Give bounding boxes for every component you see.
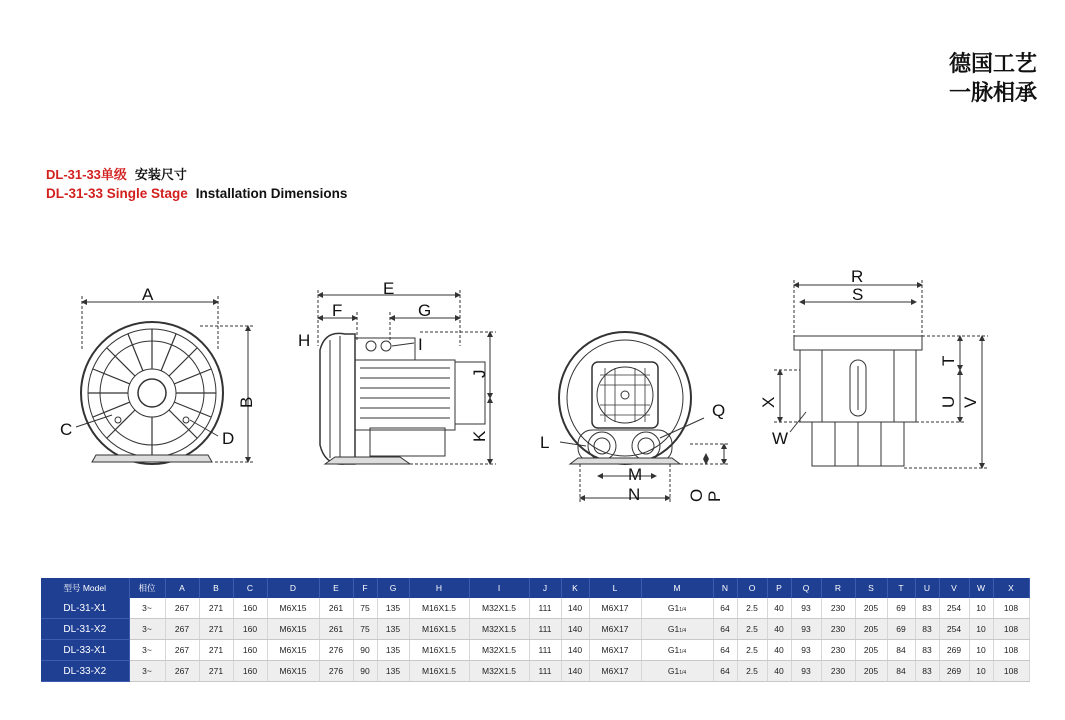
cell-value: 93 [801,666,811,676]
table-cell [267,661,319,682]
model-cell [41,619,129,640]
column-header: S [855,578,887,598]
heading-english [46,186,347,201]
table-cell [641,598,713,619]
table-cell [165,598,199,619]
cell-value: 160 [242,603,258,613]
table-cell [767,619,791,640]
table-cell [969,619,993,640]
cell-value: 267 [174,624,190,634]
table-cell [969,598,993,619]
table-cell [377,661,409,682]
slogan-line-1: 德国工艺 [948,52,1037,77]
table-cell [409,619,469,640]
table-cell [767,640,791,661]
column-header: 相位 [129,578,165,598]
column-header: N [713,578,737,598]
table-cell [267,640,319,661]
model-cell [41,598,129,619]
cell-value: 75 [360,603,370,613]
cell-value: 160 [242,645,258,655]
column-header: O [737,578,767,598]
column-header: 型号 Model [41,578,129,598]
dimension-table [41,578,1030,682]
table-cell [561,640,589,661]
table-cell [791,619,821,640]
label-l: L [540,433,550,452]
table-cell [319,661,353,682]
label-e: E [383,279,395,298]
table-cell [821,598,855,619]
table-cell [939,619,969,640]
table-cell [409,661,469,682]
cell-value: 64 [720,666,730,676]
column-header: I [469,578,529,598]
table-cell [165,661,199,682]
table-row [41,640,1029,661]
table-cell [529,661,561,682]
table-cell [199,640,233,661]
table-row [41,661,1029,682]
label-g: G [418,301,432,320]
cell-value: 254 [946,603,962,613]
table-cell [469,619,529,640]
model-cell [41,640,129,661]
cell-value: 276 [328,666,344,676]
cell-value: 3~ [142,666,152,676]
table-cell [199,619,233,640]
cell-value: 2.5 [746,624,758,634]
table-cell [409,640,469,661]
cell-value: 83 [922,603,932,613]
column-header: G [377,578,409,598]
heading-chinese [46,164,187,183]
cell-value: M16X1.5 [421,645,457,655]
label-u: U [939,395,958,408]
cell-value: M6X17 [601,666,629,676]
cell-value: 3~ [142,645,152,655]
cell-value: 108 [1003,603,1019,613]
label-m: M [628,465,643,484]
cell-value: 10 [976,603,986,613]
cell-value: 230 [830,624,846,634]
cell-value: 3~ [142,603,152,613]
cell-value: 2.5 [746,603,758,613]
cell-value: 111 [538,624,552,634]
label-t: T [939,355,958,366]
table-cell [589,661,641,682]
table-cell [129,640,165,661]
table-cell [589,619,641,640]
table-cell [993,640,1029,661]
table-cell [969,661,993,682]
cell-value: 135 [385,666,401,676]
table-cell [713,661,737,682]
cell-value: 140 [567,666,583,676]
table-header-row [41,578,1029,598]
cell-value: M16X1.5 [421,666,457,676]
cell-value: 84 [896,645,906,655]
table-cell [737,598,767,619]
cell-value: M32X1.5 [481,624,517,634]
table-cell [233,640,267,661]
cell-value: 205 [863,666,879,676]
cell-value: 93 [801,624,811,634]
table-cell [409,598,469,619]
cell-value: 40 [774,666,784,676]
cell-value: 90 [360,645,370,655]
cell-value: M6X17 [601,645,629,655]
table-cell [129,661,165,682]
cell-value: 135 [385,624,401,634]
label-p: P [705,490,724,502]
label-x: X [759,396,778,408]
cell-value: 261 [328,624,344,634]
cell-value: 10 [976,645,986,655]
column-header: H [409,578,469,598]
label-r: R [851,267,864,286]
table-cell [469,598,529,619]
cell-value: 84 [896,666,906,676]
label-b: B [237,396,256,408]
cell-value: 93 [801,603,811,613]
table-cell [887,598,915,619]
table-cell [855,640,887,661]
cell-value: 276 [328,645,344,655]
table-cell [887,619,915,640]
table-row [41,598,1029,619]
table-cell [939,640,969,661]
cell-value: G1 [667,666,680,676]
table-cell [267,598,319,619]
thread-size-suffix: 1/4 [679,649,687,655]
table-cell [713,640,737,661]
cell-value: 64 [720,603,730,613]
table-cell [561,661,589,682]
heading-en-model: DL-31-33 Single Stage [46,186,188,201]
installation-drawing [0,250,1065,510]
label-c: C [60,420,73,439]
column-header: P [767,578,791,598]
table-cell [529,640,561,661]
cell-value: 111 [538,666,552,676]
cell-value: 108 [1003,624,1019,634]
cell-value: 3~ [142,624,152,634]
column-header: A [165,578,199,598]
cell-value: 271 [208,666,224,676]
cell-value: 111 [538,603,552,613]
thread-size-suffix: 1/4 [679,670,687,676]
column-header: K [561,578,589,598]
table-cell [737,619,767,640]
cell-value: M6X15 [279,603,307,613]
cell-value: M6X15 [279,624,307,634]
cell-value: M16X1.5 [421,603,457,613]
column-header: R [821,578,855,598]
table-cell [915,598,939,619]
table-cell [767,661,791,682]
cell-value: DL-33-X2 [63,665,107,677]
cell-value: 135 [385,645,401,655]
table-cell [855,661,887,682]
cell-value: 83 [922,624,932,634]
table-cell [791,598,821,619]
table-cell [939,661,969,682]
cell-value: 2.5 [746,645,758,655]
label-n: N [628,485,641,504]
table-cell [855,598,887,619]
cell-value: 269 [946,645,962,655]
cell-value: 160 [242,666,258,676]
thread-size-suffix: 1/4 [679,607,687,613]
table-cell [561,598,589,619]
cell-value: 40 [774,624,784,634]
rear-view [559,332,730,504]
column-header: M [641,578,713,598]
table-cell [821,661,855,682]
cell-value: 93 [801,645,811,655]
cell-value: 40 [774,645,784,655]
cell-value: 90 [360,666,370,676]
table-cell [969,640,993,661]
label-i: I [418,335,423,354]
table-cell [529,598,561,619]
table-cell [353,640,377,661]
table-cell [713,619,737,640]
table-cell [469,640,529,661]
cell-value: G1 [667,624,680,634]
table-cell [529,619,561,640]
table-cell [199,598,233,619]
column-header: V [939,578,969,598]
table-cell [377,640,409,661]
column-header: Q [791,578,821,598]
cell-value: 108 [1003,645,1019,655]
column-header: X [993,578,1029,598]
model-cell [41,661,129,682]
label-o: O [687,488,706,502]
table-cell [353,661,377,682]
heading-cn-title: 安装尺寸 [134,167,187,182]
thread-size-suffix: 1/4 [679,628,687,634]
column-header: J [529,578,561,598]
table-cell [233,619,267,640]
table-cell [319,598,353,619]
cell-value: 10 [976,666,986,676]
table-cell [821,619,855,640]
table-cell [353,598,377,619]
table-cell [165,619,199,640]
table-cell [233,661,267,682]
column-header: D [267,578,319,598]
cell-value: 140 [567,624,583,634]
cell-value: DL-33-X1 [63,644,107,656]
cell-value: 230 [830,645,846,655]
column-header: C [233,578,267,598]
table-cell [641,619,713,640]
table-cell [589,598,641,619]
table-cell [129,619,165,640]
cell-value: 230 [830,666,846,676]
label-d: D [222,429,235,448]
table-cell [855,619,887,640]
table-cell [939,598,969,619]
table-cell [233,598,267,619]
cell-value: 160 [242,624,258,634]
table-cell [377,619,409,640]
table-cell [993,598,1029,619]
table-row [41,619,1029,640]
cell-value: 254 [946,624,962,634]
table-cell [791,661,821,682]
table-cell [377,598,409,619]
table-cell [129,598,165,619]
table-cell [737,661,767,682]
column-header: E [319,578,353,598]
cell-value: 205 [863,645,879,655]
label-s: S [852,285,864,304]
cell-value: M6X15 [279,666,307,676]
label-q: Q [712,401,726,420]
cell-value: 2.5 [746,666,758,676]
cell-value: 140 [567,645,583,655]
table-body [41,598,1029,682]
table-cell [915,619,939,640]
table-cell [165,640,199,661]
table-cell [915,661,939,682]
table-cell [469,661,529,682]
cell-value: DL-31-X1 [63,602,107,614]
cell-value: 64 [720,645,730,655]
heading-cn-model: DL-31-33单级 [46,167,127,182]
cell-value: DL-31-X2 [63,623,107,635]
cell-value: 230 [830,603,846,613]
cell-value: 271 [208,624,224,634]
heading-en-title: Installation Dimensions [195,186,348,201]
label-k: K [470,430,489,442]
cell-value: G1 [667,645,680,655]
label-w: W [772,429,789,448]
slogan [949,50,1037,108]
column-header: U [915,578,939,598]
cell-value: 261 [328,603,344,613]
table-cell [199,661,233,682]
column-header: L [589,578,641,598]
table-cell [353,619,377,640]
table-cell [319,640,353,661]
table-cell [737,640,767,661]
cell-value: 267 [174,645,190,655]
table-cell [887,661,915,682]
cell-value: 205 [863,603,879,613]
label-h: H [298,331,311,350]
table-cell [993,619,1029,640]
label-j: J [470,369,489,378]
table-cell [915,640,939,661]
column-header: T [887,578,915,598]
label-v: V [961,396,980,408]
table-cell [791,640,821,661]
table-cell [561,619,589,640]
cell-value: 75 [360,624,370,634]
column-header: W [969,578,993,598]
cell-value: 267 [174,666,190,676]
table-cell [641,640,713,661]
table-cell [641,661,713,682]
table-cell [319,619,353,640]
label-a: A [142,285,154,304]
cell-value: 108 [1003,666,1019,676]
top-view [774,280,988,468]
cell-value: 83 [922,666,932,676]
table-cell [589,640,641,661]
cell-value: 69 [896,603,906,613]
cell-value: 111 [538,645,552,655]
cell-value: 83 [922,645,932,655]
column-header: B [199,578,233,598]
cell-value: 69 [896,624,906,634]
slogan-line-2: 一脉相承 [948,81,1037,106]
cell-value: 269 [946,666,962,676]
cell-value: M16X1.5 [421,624,457,634]
cell-value: M6X15 [279,645,307,655]
table-cell [993,661,1029,682]
cell-value: M32X1.5 [481,645,517,655]
column-header: F [353,578,377,598]
cell-value: 271 [208,603,224,613]
cell-value: 135 [385,603,401,613]
cell-value: M32X1.5 [481,603,517,613]
cell-value: G1 [667,603,680,613]
table-cell [887,640,915,661]
cell-value: 64 [720,624,730,634]
cell-value: 10 [976,624,986,634]
table-cell [767,598,791,619]
cell-value: 140 [567,603,583,613]
cell-value: 271 [208,645,224,655]
cell-value: 205 [863,624,879,634]
table-cell [267,619,319,640]
label-f: F [332,301,343,320]
table-cell [821,640,855,661]
cell-value: 40 [774,603,784,613]
table-cell [713,598,737,619]
cell-value: M6X17 [601,624,629,634]
cell-value: M6X17 [601,603,629,613]
cell-value: 267 [174,603,190,613]
cell-value: M32X1.5 [481,666,517,676]
